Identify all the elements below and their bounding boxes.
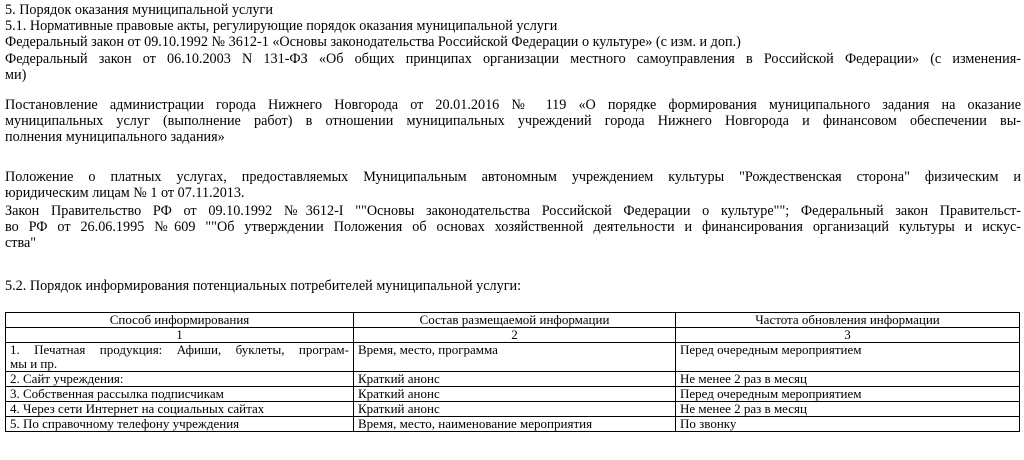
- table-row: [6, 343, 1020, 372]
- table-row: [6, 387, 1020, 402]
- table-column-numbers-row: [6, 328, 1020, 343]
- content-cell: Краткий анонс: [354, 372, 676, 387]
- content-cell: Краткий анонс: [354, 402, 676, 417]
- column-number: 2: [354, 328, 676, 343]
- legal-act-4: Положение о платных услугах, предоставляемых Муниципальным автономным учреждением культуры "Рождественская сторона" физическим и юридическим лицам № 1 от 07.11.2013.: [5, 169, 1021, 201]
- header-method: Способ информирования: [6, 313, 354, 328]
- frequency-cell: Перед очередным мероприятием: [676, 387, 1020, 402]
- method-cell: 4. Через сети Интернет на социальных сайтах: [6, 402, 354, 417]
- header-frequency: Частота обновления информации: [676, 313, 1020, 328]
- legal-act-2: Федеральный закон от 06.10.2003 N 131-ФЗ «Об общих принципах организации местного самоуправления в Российской Федерации» (с изменения- ми): [5, 51, 1021, 83]
- method-cell: 3. Собственная рассылка подписчикам: [6, 387, 354, 402]
- column-number: 1: [6, 328, 354, 343]
- table-header-row: [6, 313, 1020, 328]
- column-number: 3: [676, 328, 1020, 343]
- legal-act-5: Закон Правительство РФ от 09.10.1992 №3612-I ""Основы законодательства Российской Федерации о культуре""; Федеральный закон Правительст- во РФ от 26.06.1995 №609 ""Об утверждении Положения об основах хозяйственной деятельности и финансирования организаций культуры и искус- ства": [5, 203, 1021, 251]
- method-cell: 2. Сайт учреждения:: [6, 372, 354, 387]
- legal-act-1: Федеральный закон от 09.10.1992 № 3612-1 «Основы законодательства Российской Федерации о культуре» (с изм. и доп.): [5, 34, 741, 50]
- method-cell: 1. Печатная продукция: Афиши, буклеты, програм- мы и пр.: [6, 343, 354, 372]
- content-cell: Краткий анонс: [354, 387, 676, 402]
- section-title: 5. Порядок оказания муниципальной услуги: [5, 2, 273, 18]
- subsection-title-5-2: 5.2. Порядок информирования потенциальных потребителей муниципальной услуги:: [5, 278, 522, 294]
- frequency-cell: Перед очередным мероприятием: [676, 343, 1020, 372]
- content-cell: Время, место, программа: [354, 343, 676, 372]
- frequency-cell: Не менее 2 раз в месяц: [676, 372, 1020, 387]
- frequency-cell: По звонку: [676, 417, 1020, 432]
- frequency-cell: Не менее 2 раз в месяц: [676, 402, 1020, 417]
- table-row: [6, 402, 1020, 417]
- content-cell: Время, место, наименование мероприятия: [354, 417, 676, 432]
- header-content: Состав размещаемой информации: [354, 313, 676, 328]
- table-row: [6, 372, 1020, 387]
- subsection-title-5-1: 5.1. Нормативные правовые акты, регулирующие порядок оказания муниципальной услуги: [5, 18, 558, 34]
- table-row: [6, 417, 1020, 432]
- method-cell: 5. По справочному телефону учреждения: [6, 417, 354, 432]
- information-methods-table: [5, 312, 1020, 432]
- legal-act-3: Постановление администрации города Нижнего Новгорода от 20.01.2016 № 119 «О порядке формирования муниципального задания на оказание муниципальных услуг (выполнение работ) в отношении муниципальных учреждений города Нижнего Новгорода и финансовом обеспечении вы- полнения муниципального задания»: [5, 97, 1021, 145]
